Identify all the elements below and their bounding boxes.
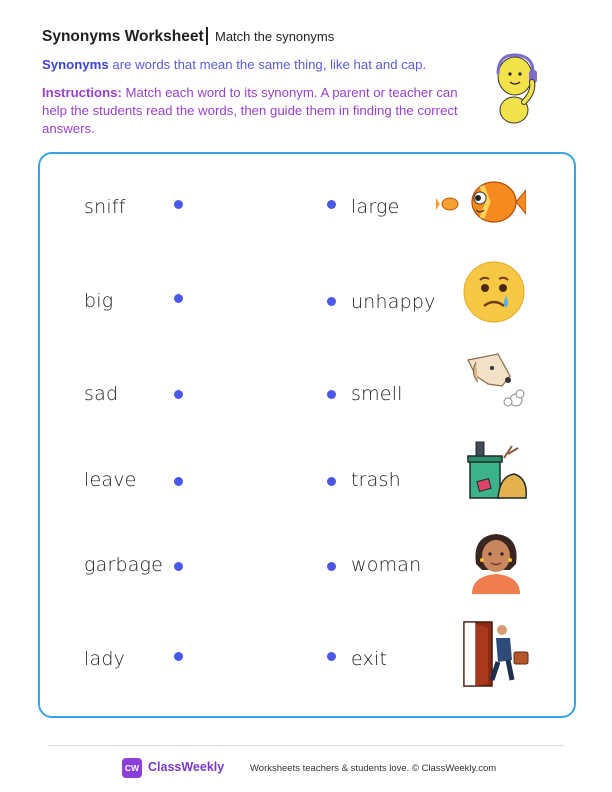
instructions-label: Instructions: (42, 85, 122, 100)
right-word-woman: woman (351, 554, 422, 576)
intro-term: Synonyms (42, 57, 109, 72)
classweekly-logo: CW (122, 758, 142, 778)
right-dot-2[interactable] (327, 297, 336, 306)
right-word-unhappy: unhappy (351, 291, 436, 313)
left-word-lady: lady (84, 648, 126, 670)
right-word-trash: trash (351, 469, 401, 491)
right-dot-6[interactable] (327, 652, 336, 661)
left-dot-4[interactable] (174, 477, 183, 486)
instructions-text: Match each word to its synonym. A parent or teacher can help the students read the words, then guide them in finding the correct answers. (42, 85, 458, 136)
page-subtitle: Match the synonyms (215, 29, 335, 44)
right-dot-5[interactable] (327, 562, 336, 571)
headphones-mascot-icon (482, 52, 552, 124)
left-dot-3[interactable] (174, 390, 183, 399)
left-word-garbage: garbage (84, 554, 164, 576)
left-dot-2[interactable] (174, 294, 183, 303)
right-dot-3[interactable] (327, 390, 336, 399)
exit-door-icon (462, 620, 530, 688)
footer-divider (48, 745, 564, 746)
footer-tagline: Worksheets teachers & students love. © ClassWeekly.com (250, 763, 497, 774)
trash-icon (464, 438, 528, 502)
dog-smelling-icon (462, 350, 526, 414)
fish-icon (436, 172, 526, 236)
footer-brand: ClassWeekly (148, 760, 225, 774)
left-word-sniff: sniff (84, 196, 126, 218)
sad-face-icon (462, 260, 526, 324)
intro-paragraph (42, 56, 462, 74)
right-word-large: large (351, 196, 400, 218)
left-word-leave: leave (84, 469, 137, 491)
left-dot-5[interactable] (174, 562, 183, 571)
right-dot-1[interactable] (327, 200, 336, 209)
page-title: Synonyms Worksheet (42, 28, 204, 45)
intro-definition: are words that mean the same thing, like hat and cap. (108, 57, 427, 72)
title-divider (206, 27, 208, 45)
left-word-big: big (84, 290, 114, 312)
right-word-exit: exit (351, 648, 388, 670)
left-dot-1[interactable] (174, 200, 183, 209)
left-dot-6[interactable] (174, 652, 183, 661)
instructions-paragraph (42, 84, 472, 138)
left-word-sad: sad (84, 383, 119, 405)
right-dot-4[interactable] (327, 477, 336, 486)
woman-icon (464, 530, 528, 594)
right-word-smell: smell (351, 383, 403, 405)
